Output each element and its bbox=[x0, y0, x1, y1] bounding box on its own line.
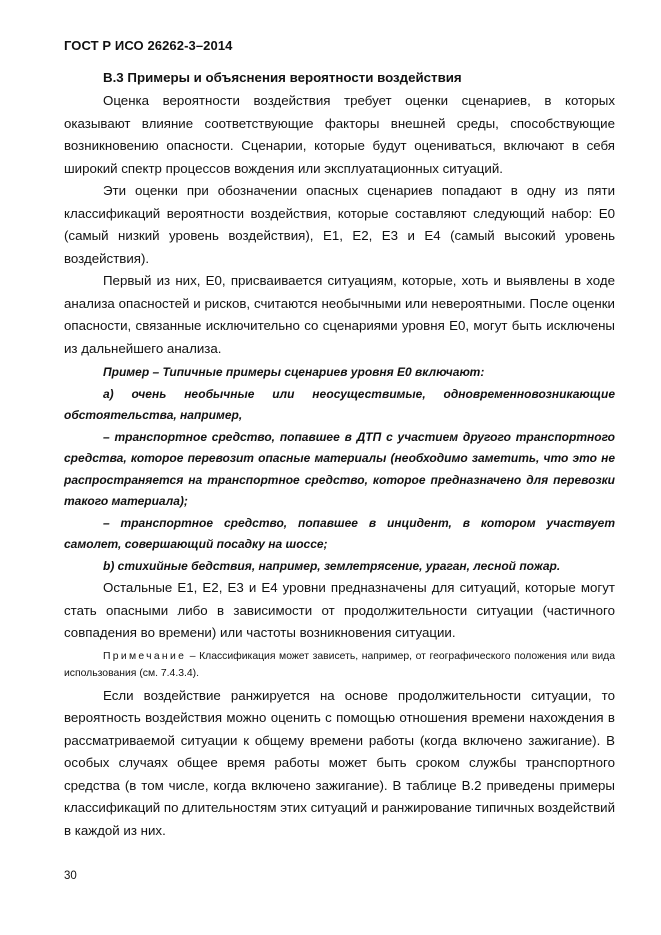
paragraph-3: Первый из них, E0, присваивается ситуациям, которые, хоть и выявлены в ходе анализа опасностей и рисков, считаются необычными или невероятными. После оценки опасности, связанные исключительно со сценариями уровня E0, могут быть исключены из дальнейшего анализа. bbox=[64, 273, 615, 356]
example-intro: Пример – Типичные примеры сценариев уровня E0 включают: bbox=[103, 365, 485, 379]
main-content bbox=[64, 67, 615, 842]
note-text: – Классификация может зависеть, например, от географического положения или вида использования (см. 7.4.3.4). bbox=[64, 650, 615, 679]
example-item-a: a) очень необычные или неосуществимые, одновременновозникающие обстоятельства, например, bbox=[64, 386, 615, 422]
page-number: 30 bbox=[64, 870, 77, 882]
paragraph-1: Оценка вероятности воздействия требует оценки сценариев, в которых оказывают влияние соответствующие факторы внешней среды, способствующие возникновению опасности. Сценарии, которые будут оцениваться, включают в себя широкий спектр процессов вождения или эксплуатационных ситуаций. bbox=[64, 93, 615, 176]
note bbox=[64, 648, 615, 682]
section-title: B.3 Примеры и объяснения вероятности воздействия bbox=[103, 70, 462, 85]
document-code-header: ГОСТ Р ИСО 26262-3–2014 bbox=[64, 38, 233, 53]
note-label: Примечание bbox=[103, 650, 187, 662]
example-bullet-1: – транспортное средство, попавшее в ДТП с участием другого транспортного средства, которое перевозит опасные материалы (необходимо заметить, что это не распространяется на транспортное средство, которое предназначено для перевозки такого материала); bbox=[64, 429, 615, 508]
example-item-b: b) стихийные бедствия, например, землетрясение, ураган, лесной пожар. bbox=[103, 558, 561, 573]
example-bullet-2: – транспортное средство, попавшее в инцидент, в котором участвует самолет, совершающий посадку на шоссе; bbox=[64, 515, 615, 551]
paragraph-2: Эти оценки при обозначении опасных сценариев попадают в одну из пяти классификаций вероятности воздействия, которые составляют следующий набор: E0 (самый низкий уровень воздействия), E1, E2, E3 и E4 (самый высокий уровень воздействия). bbox=[64, 183, 615, 266]
paragraph-5: Если воздействие ранжируется на основе продолжительности ситуации, то вероятность воздействия можно оценить с помощью отношения времени нахождения в рассматриваемой ситуации к общему времени работы (когда включено зажигание). В особых случаях общее время работы может быть сроком службы транспортного средства (в том числе, когда включено зажигание). В таблице B.2 приведены примеры классификаций по длительностям этих ситуаций и ранжирование типичных воздействий в каждой из них. bbox=[64, 687, 615, 838]
paragraph-4: Остальные E1, E2, E3 и E4 уровни предназначены для ситуаций, которые могут стать опасными либо в зависимости от продолжительности ситуации (частичного совпадения во времени) или частоты возникновения ситуации. bbox=[64, 580, 615, 640]
